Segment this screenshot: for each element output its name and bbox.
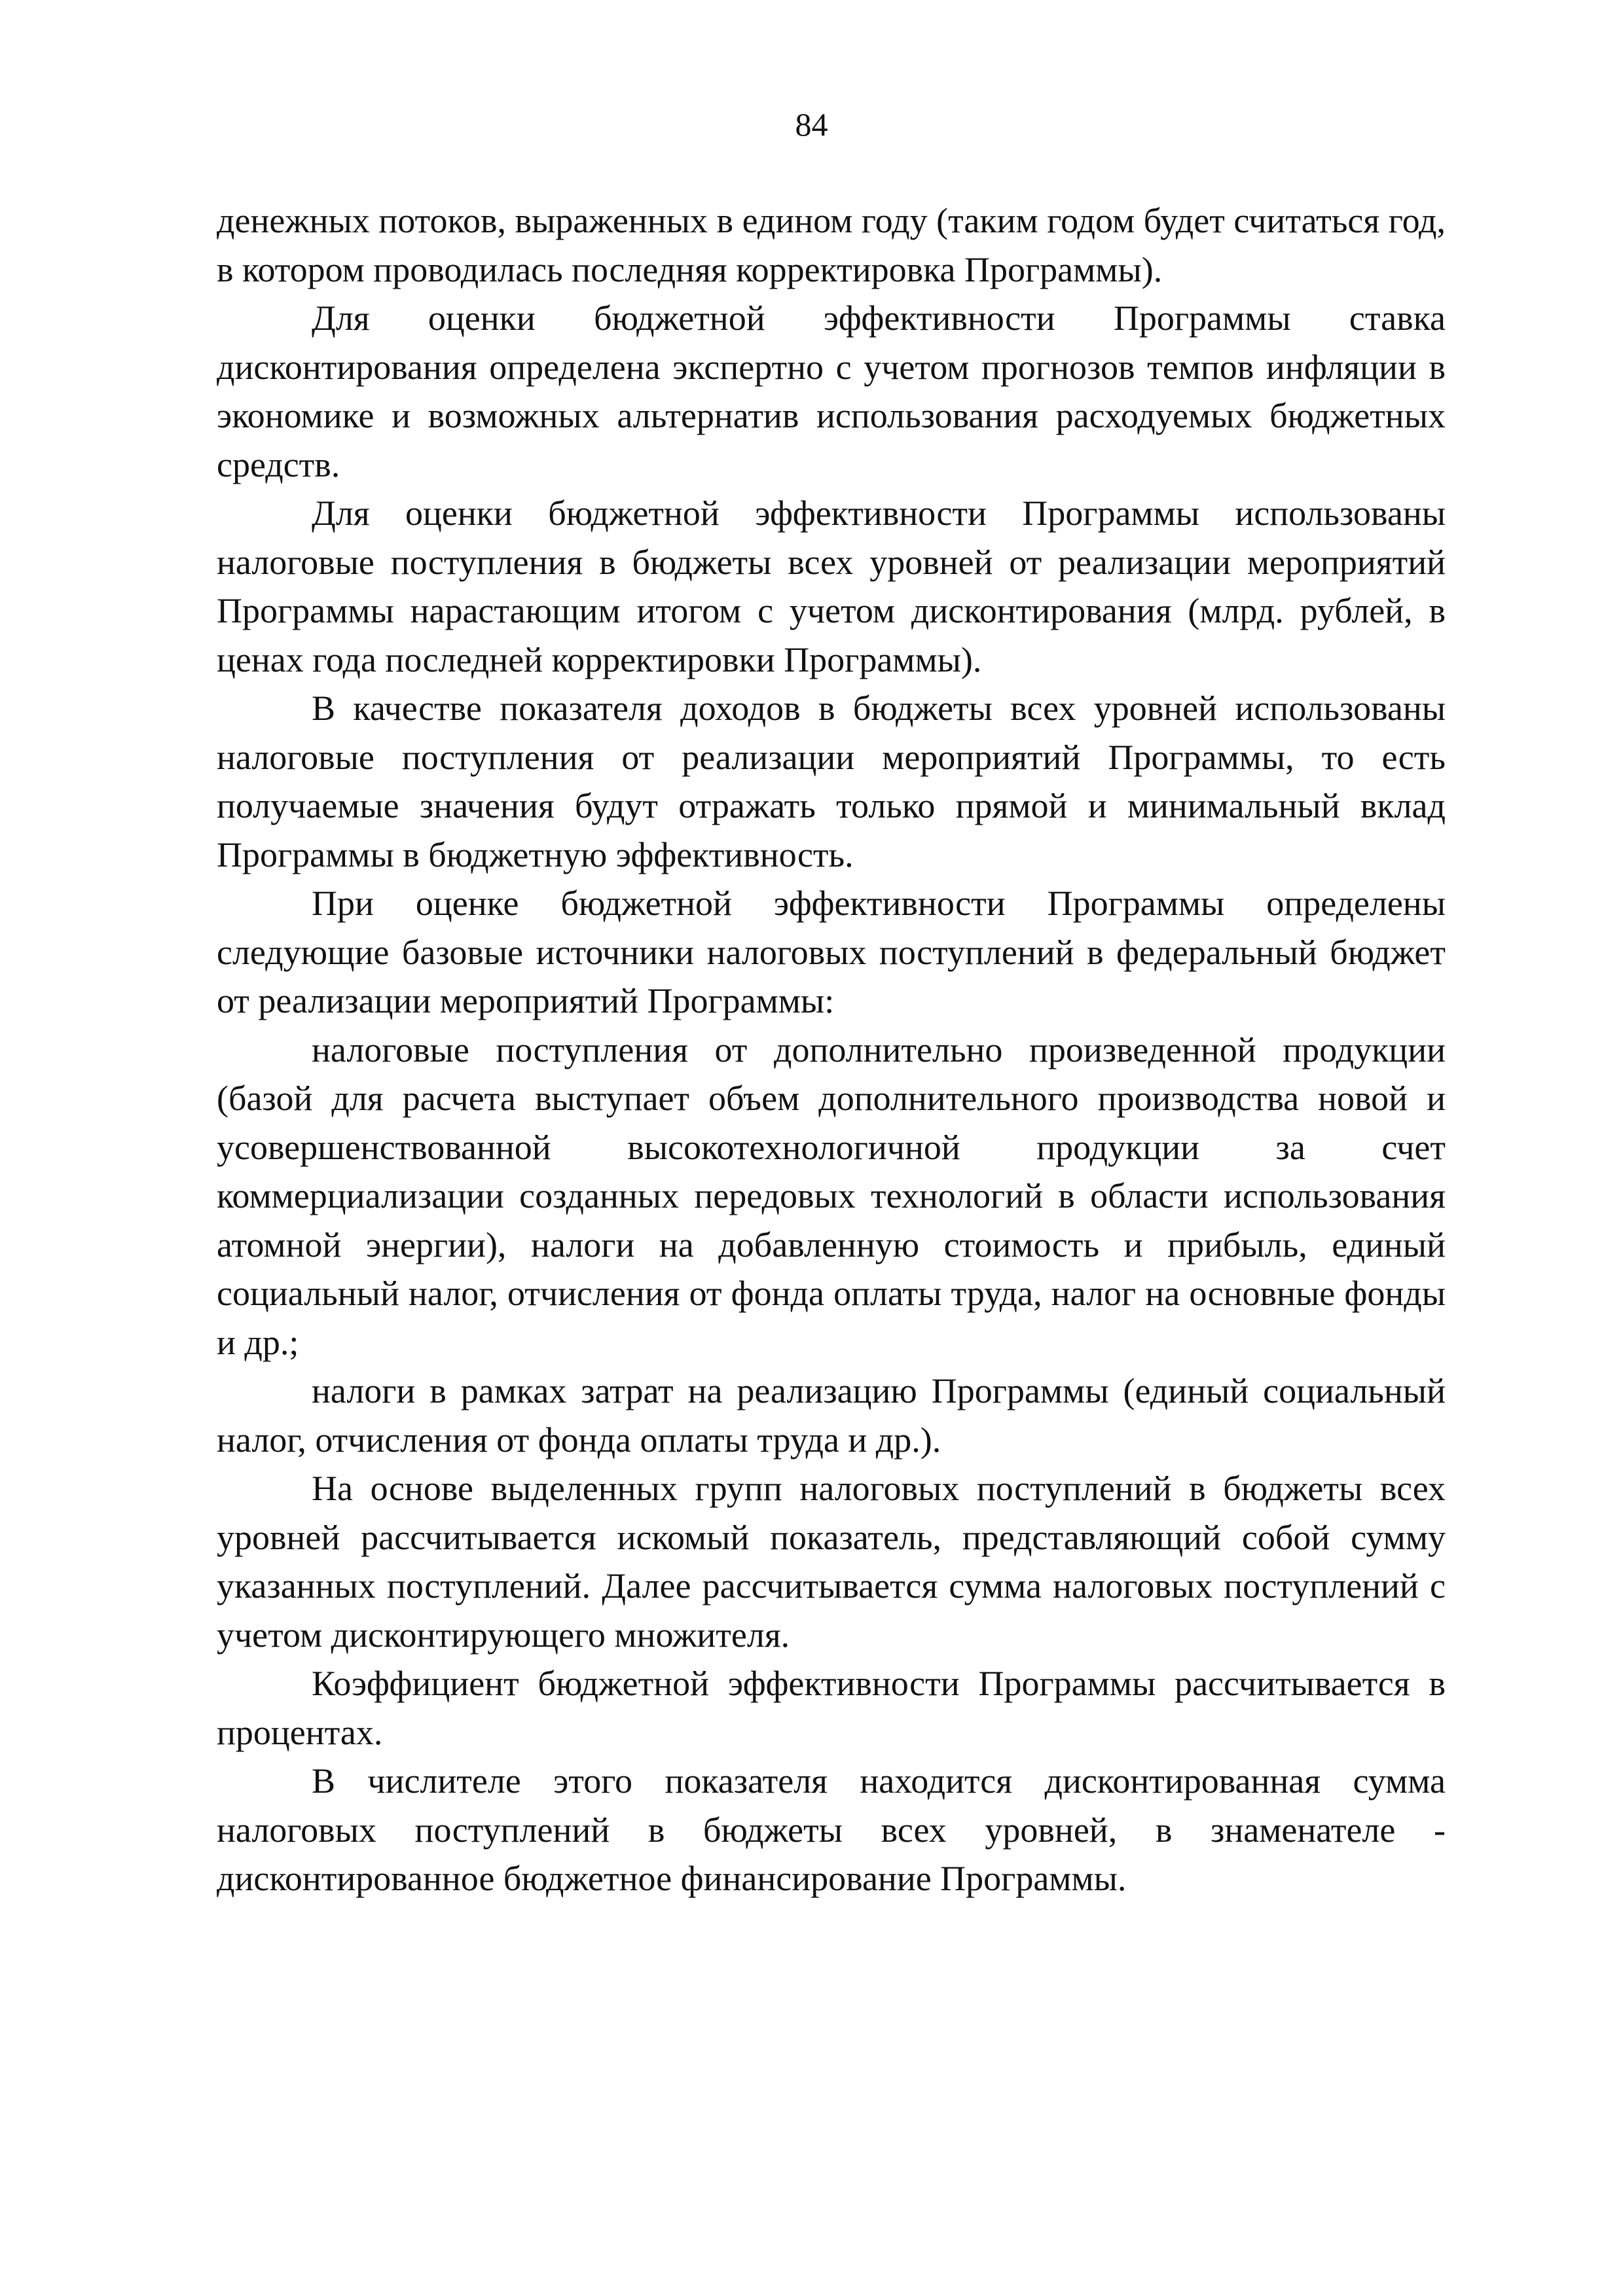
document-body <box>217 196 1446 1903</box>
paragraph-6: налоговые поступления от дополнительно произведенной продукции (базой для расчета выступает объем дополнительного производства новой и усовершенствованной высокотехнологичной продукции за счет коммерциализации созданных передовых технологий в области использования атомной энергии), налоги на добавленную стоимость и прибыль, единый социальный налог, отчисления от фонда оплаты труда, налог на основные фонды и др.; <box>217 1030 1446 1362</box>
paragraph-2: Для оценки бюджетной эффективности Программы ставка дисконтирования определена экспертно с учетом прогнозов темпов инфляции в экономике и возможных альтернатив использования расходуемых бюджетных средств. <box>217 298 1446 484</box>
paragraph-10: В числителе этого показателя находится дисконтированная сумма налоговых поступлений в бюджеты всех уровней, в знаменателе - дисконтированное бюджетное финансирование Программы. <box>217 1761 1446 1898</box>
paragraph-7: налоги в рамках затрат на реализацию Программы (единый социальный налог, отчисления от фонда оплаты труда и др.). <box>217 1371 1446 1460</box>
page-number: 84 <box>795 106 828 143</box>
paragraph-3: Для оценки бюджетной эффективности Программы использованы налоговые поступления в бюджеты всех уровней от реализации мероприятий Программы нарастающим итогом с учетом дисконтирования (млрд. рублей, в ценах года последней корректировки Программы). <box>217 493 1446 679</box>
paragraph-1: денежных потоков, выраженных в едином году (таким годом будет считаться год, в котором проводилась последняя корректировка Программы). <box>217 201 1446 289</box>
paragraph-4: В качестве показателя доходов в бюджеты всех уровней использованы налоговые поступления от реализации мероприятий Программы, то есть получаемые значения будут отражать только прямой и минимальный вклад Программы в бюджетную эффективность. <box>217 689 1446 874</box>
paragraph-8: На основе выделенных групп налоговых поступлений в бюджеты всех уровней рассчитывается искомый показатель, представляющий собой сумму указанных поступлений. Далее рассчитывается сумма налоговых поступлений с учетом дисконтирующего множителя. <box>217 1469 1446 1655</box>
paragraph-5: При оценке бюджетной эффективности Программы определены следующие базовые источники налоговых поступлений в федеральный бюджет от реализации мероприятий Программы: <box>217 884 1446 1020</box>
paragraph-9: Коэффициент бюджетной эффективности Программы рассчитывается в процентах. <box>217 1664 1446 1752</box>
